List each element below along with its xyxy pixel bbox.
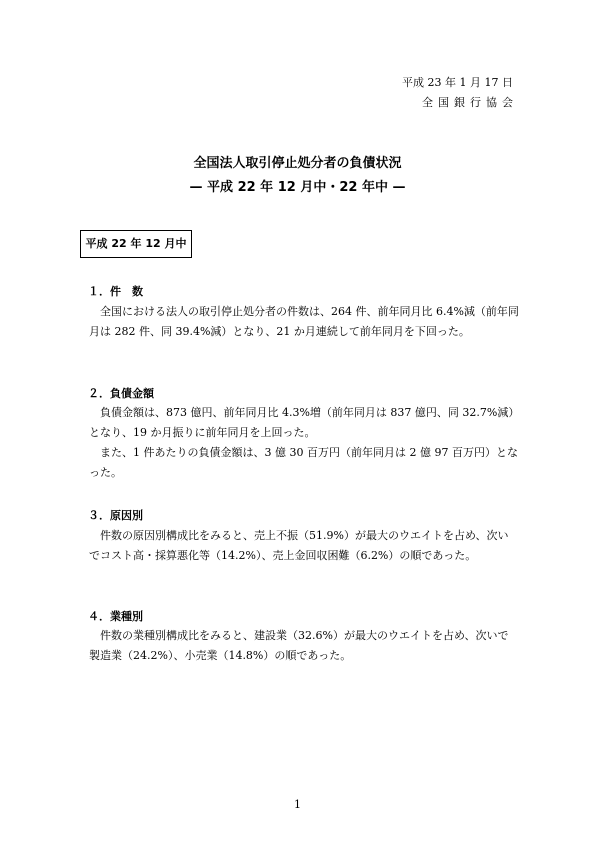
issue-date: 平成 23 年 1 月 17 日 xyxy=(402,76,513,89)
section-paragraph: 全国における法人の取引停止処分者の件数は、264 件、前年同月比 6.4%減（前年同月は 282 件、同 39.4%減）となり、21 か月連続して前年同月を下回った。 xyxy=(89,305,519,338)
section-title: 業種別 xyxy=(110,610,143,623)
section-heading-cause xyxy=(88,507,143,523)
section-paragraph: 件数の原因別構成比をみると、売上不振（51.9%）が最大のウエイトを占め、次いでコスト高・採算悪化等（14.2%）、売上金回収困難（6.2%）の順であった。 xyxy=(89,529,509,562)
section-number: ２． xyxy=(88,387,110,400)
section-number: ３． xyxy=(88,509,110,522)
section-heading-industry xyxy=(88,608,143,624)
document-header xyxy=(402,73,518,113)
section-number: １． xyxy=(88,285,110,298)
section-paragraph: 件数の業種別構成比をみると、建設業（32.6%）が最大のウエイトを占め、次いで製造業（24.2%）、小売業（14.8%）の順であった。 xyxy=(89,629,509,662)
section-title: 原因別 xyxy=(110,509,143,522)
period-label-box: 平成 22 年 12 月中 xyxy=(80,230,192,258)
document-subtitle: — 平成 22 年 12 月中・22 年中 — xyxy=(189,180,406,195)
issuing-organization: 全国銀行協会 xyxy=(422,96,518,109)
section-paragraph: 負債金額は、873 億円、前年同月比 4.3%増（前年同月は 837 億円、同 32.7%減）となり、19 か月振りに前年同月を上回った。 xyxy=(89,406,514,439)
section-paragraph: また、1 件あたりの負債金額は、3 億 30 百万円（前年同月は 2 億 97 百万円）となった。 xyxy=(89,446,518,479)
section-number: ４． xyxy=(88,610,110,623)
section-title: 件 数 xyxy=(110,285,143,298)
section-heading-count xyxy=(88,283,143,299)
page-number: 1 xyxy=(294,798,301,811)
document-title: 全国法人取引停止処分者の負債状況 xyxy=(193,156,402,171)
section-title: 負債金額 xyxy=(110,387,154,400)
section-heading-debt xyxy=(88,385,154,401)
